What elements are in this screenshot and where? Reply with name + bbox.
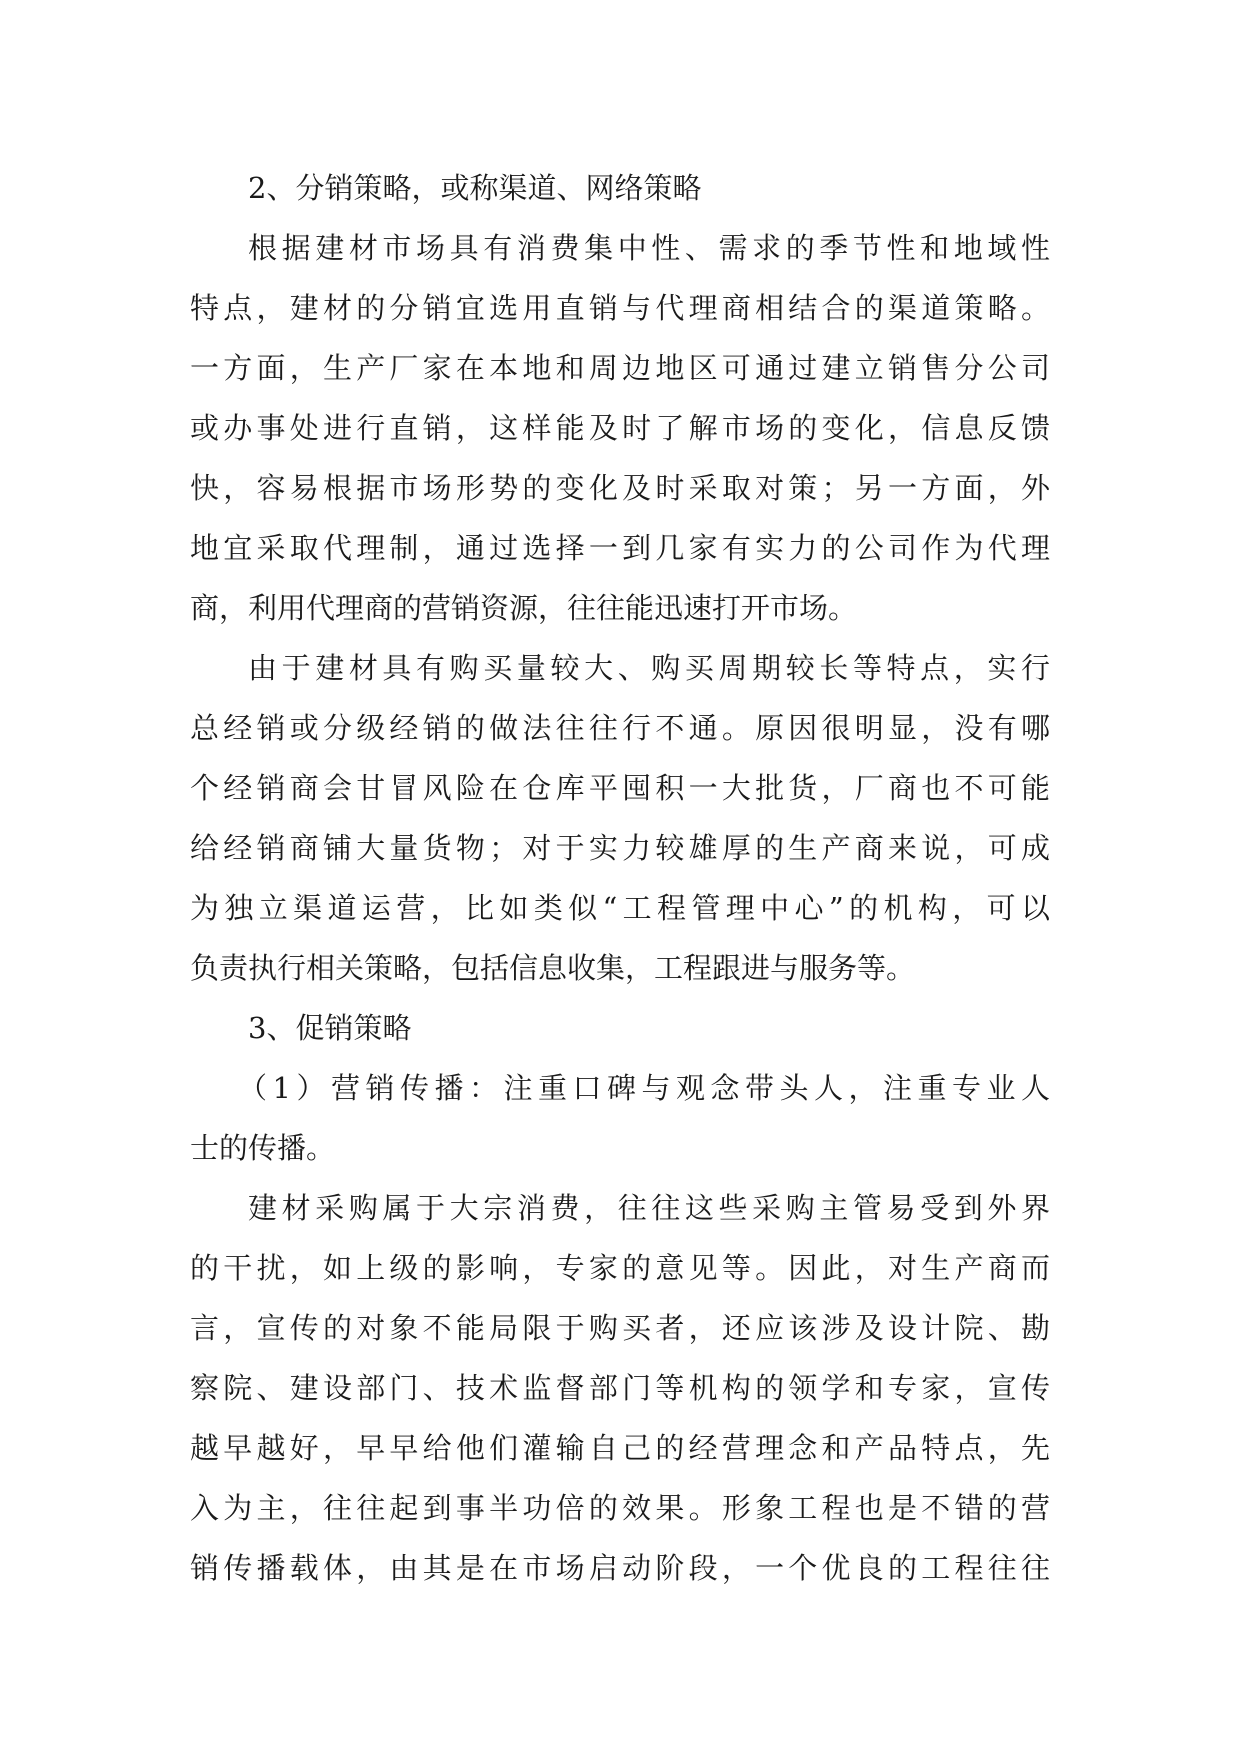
- section-heading-promotion: 3、促销策略: [248, 1011, 412, 1045]
- section-heading-distribution: 2、分销策略，或称渠道、网络策略: [248, 171, 702, 205]
- paragraph-line: 言，宣传的对象不能局限于购买者，还应该涉及设计院、勘: [190, 1311, 1050, 1345]
- paragraph-line: 特点，建材的分销宜选用直销与代理商相结合的渠道策略。: [190, 291, 1050, 325]
- paragraph-line: 入为主，往往起到事半功倍的效果。形象工程也是不错的营: [190, 1491, 1050, 1525]
- paragraph-line: 地宜采取代理制，通过选择一到几家有实力的公司作为代理: [190, 531, 1050, 565]
- paragraph-line: 一方面，生产厂家在本地和周边地区可通过建立销售分公司: [190, 351, 1050, 385]
- paragraph-line: 负责执行相关策略，包括信息收集，工程跟进与服务等。: [190, 951, 916, 985]
- paragraph-line: 为独立渠道运营，比如类似“工程管理中心”的机构，可以: [190, 891, 1050, 925]
- paragraph-line: 给经销商铺大量货物；对于实力较雄厚的生产商来说，可成: [190, 831, 1050, 865]
- paragraph-line: 商，利用代理商的营销资源，往往能迅速打开市场。: [190, 591, 858, 625]
- paragraph-line: 察院、建设部门、技术监督部门等机构的领学和专家，宣传: [190, 1371, 1050, 1405]
- paragraph-line: 根据建材市场具有消费集中性、需求的季节性和地域性: [248, 231, 1050, 265]
- paragraph-line: 或办事处进行直销，这样能及时了解市场的变化，信息反馈: [190, 411, 1050, 445]
- paragraph-line: 由于建材具有购买量较大、购买周期较长等特点，实行: [248, 651, 1050, 685]
- document-body: [190, 158, 1050, 1598]
- subsection-heading-cont: 士的传播。: [190, 1131, 336, 1165]
- paragraph-line: 快，容易根据市场形势的变化及时采取对策；另一方面，外: [190, 471, 1050, 505]
- paragraph-line: 越早越好，早早给他们灌输自己的经营理念和产品特点，先: [190, 1431, 1050, 1465]
- paragraph-line: 总经销或分级经销的做法往往行不通。原因很明显，没有哪: [190, 711, 1050, 745]
- paragraph-line: 销传播载体，由其是在市场启动阶段，一个优良的工程往往: [190, 1551, 1050, 1585]
- paragraph-line: 的干扰，如上级的影响，专家的意见等。因此，对生产商而: [190, 1251, 1050, 1285]
- subsection-heading: （1）营销传播：注重口碑与观念带头人，注重专业人: [238, 1071, 1050, 1105]
- paragraph-line: 建材采购属于大宗消费，往往这些采购主管易受到外界: [248, 1191, 1050, 1225]
- paragraph-line: 个经销商会甘冒风险在仓库平囤积一大批货，厂商也不可能: [190, 771, 1050, 805]
